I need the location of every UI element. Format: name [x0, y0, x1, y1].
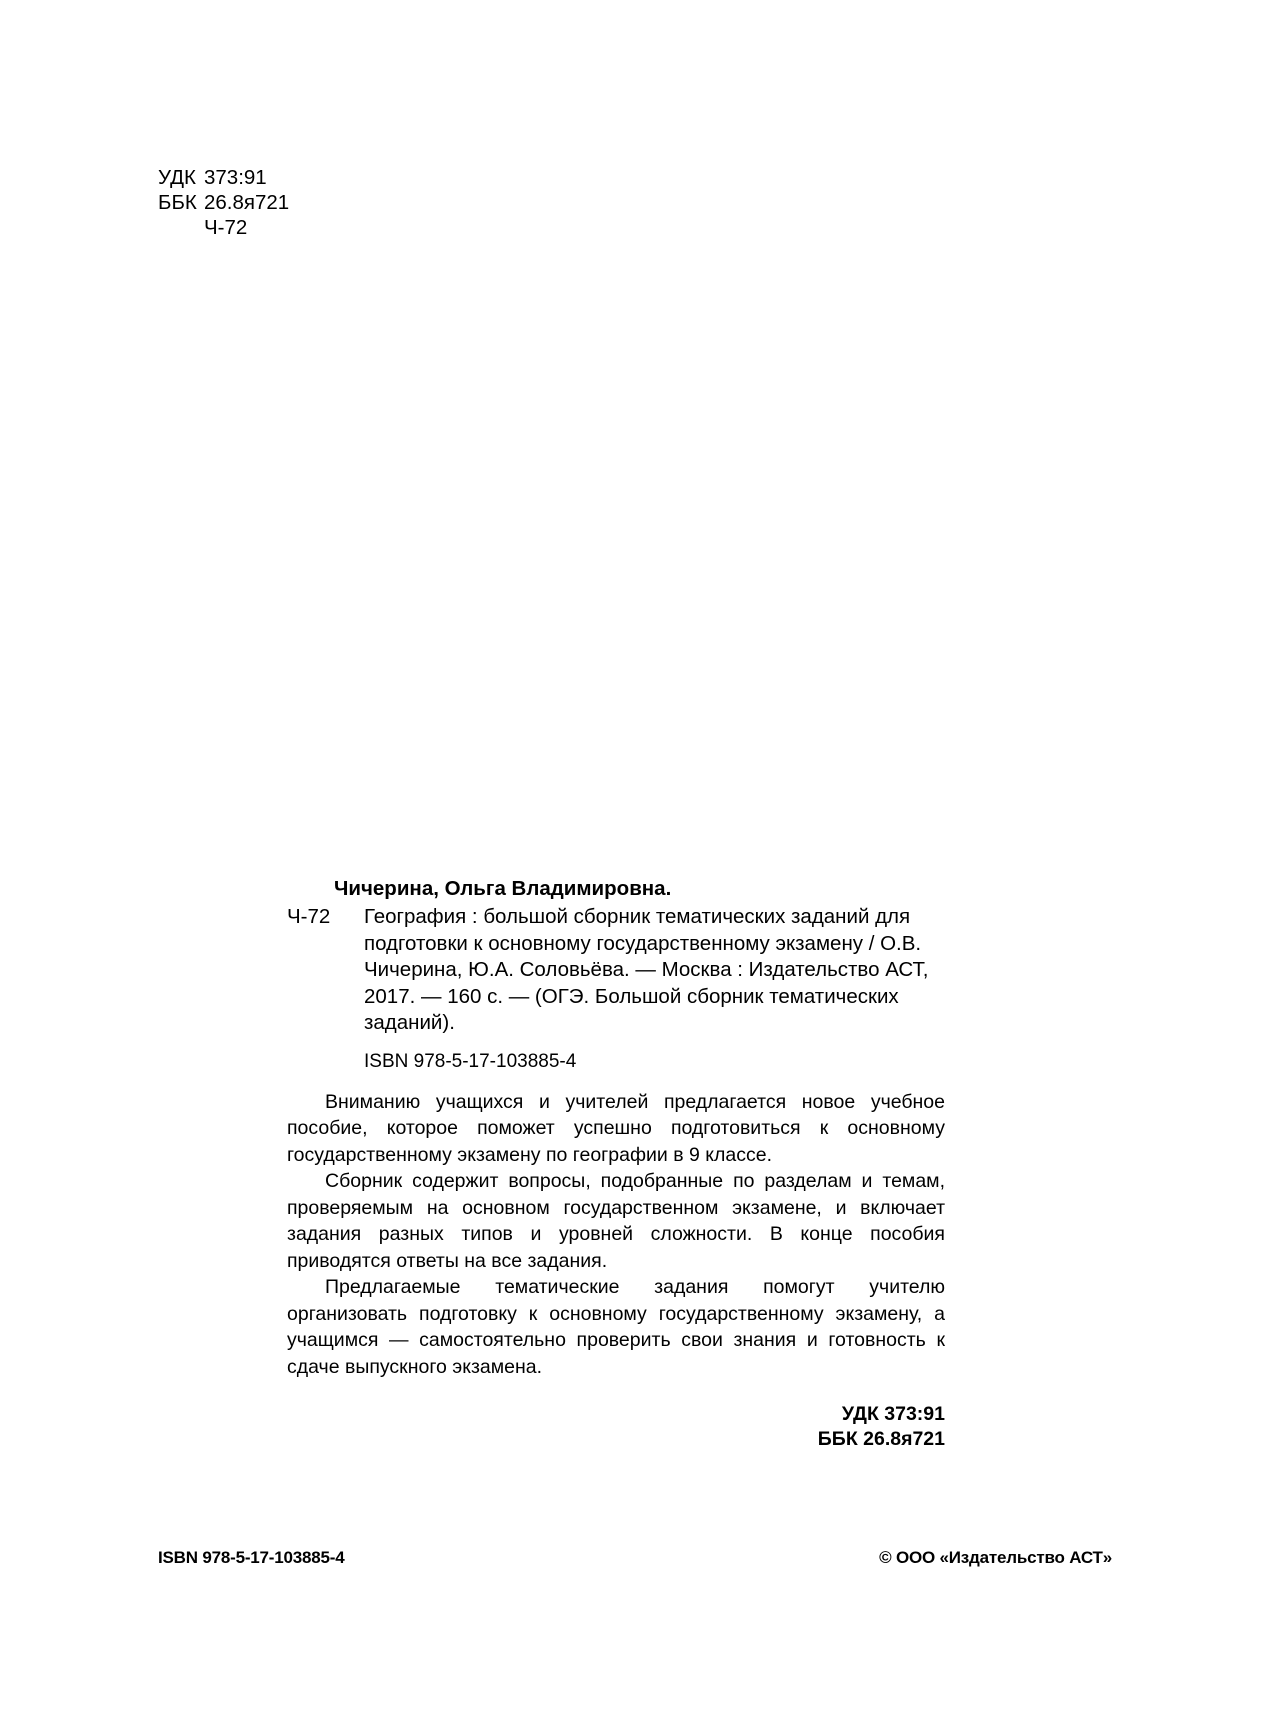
bbk-label-top: ББК: [158, 191, 197, 214]
udk-row-top: [158, 165, 289, 190]
record-author: Чичерина, Ольга Владимировна.: [334, 877, 672, 900]
udk-bottom: УДК 373:91: [841, 1403, 945, 1425]
udk-label-top: УДК: [158, 166, 196, 189]
footer-isbn: ISBN 978-5-17-103885-4: [158, 1548, 345, 1567]
classification-codes-bottom: [287, 1402, 945, 1452]
bbk-row-top: [158, 190, 289, 215]
annotation-paragraph: Предлагаемые тематические задания помогут учителю организовать подготовку к основному государственному экзамену, а учащимся — самостоятельно проверить свои знания и готовность к сдаче выпускного экзамена.: [287, 1276, 945, 1378]
bibliographic-record: [287, 876, 945, 1452]
shelfmark-top: Ч-72: [204, 216, 248, 239]
annotation-block: [287, 1089, 945, 1381]
annotation-paragraph: Сборник содержит вопросы, подобранные по разделам и темам, проверяемым на основном государственном экзамене, и включает задания разных типов и уровней сложности. В конце пособия приводятся ответы на все задания.: [287, 1170, 945, 1272]
page-footer: [158, 1548, 1112, 1568]
bbk-bottom: ББК 26.8я721: [817, 1428, 945, 1450]
bbk-value-top: 26.8я721: [204, 191, 290, 214]
classification-codes-top: [158, 165, 289, 240]
record-isbn: ISBN 978-5-17-103885-4: [364, 1050, 577, 1072]
record-description: География : большой сборник тематических заданий для подготовки к основному государственному экзамену / О.В. Чичерина, Ю.А. Соловьёва. — Москва : Издательство АСТ, 2017. — 160 с. — (ОГЭ. Большой сборник тематических заданий).: [364, 905, 929, 1034]
shelfmark-row-top: [158, 215, 289, 240]
record-shelfmark: Ч-72: [287, 905, 331, 928]
annotation-paragraph: Вниманию учащихся и учителей предлагается новое учебное пособие, которое поможет успешно подготовиться к основному государственному экзамену по географии в 9 классе.: [287, 1090, 945, 1166]
record-body: [287, 904, 945, 1037]
udk-value-top: 373:91: [204, 166, 267, 189]
footer-copyright: © ООО «Издательство АСТ»: [879, 1548, 1112, 1567]
